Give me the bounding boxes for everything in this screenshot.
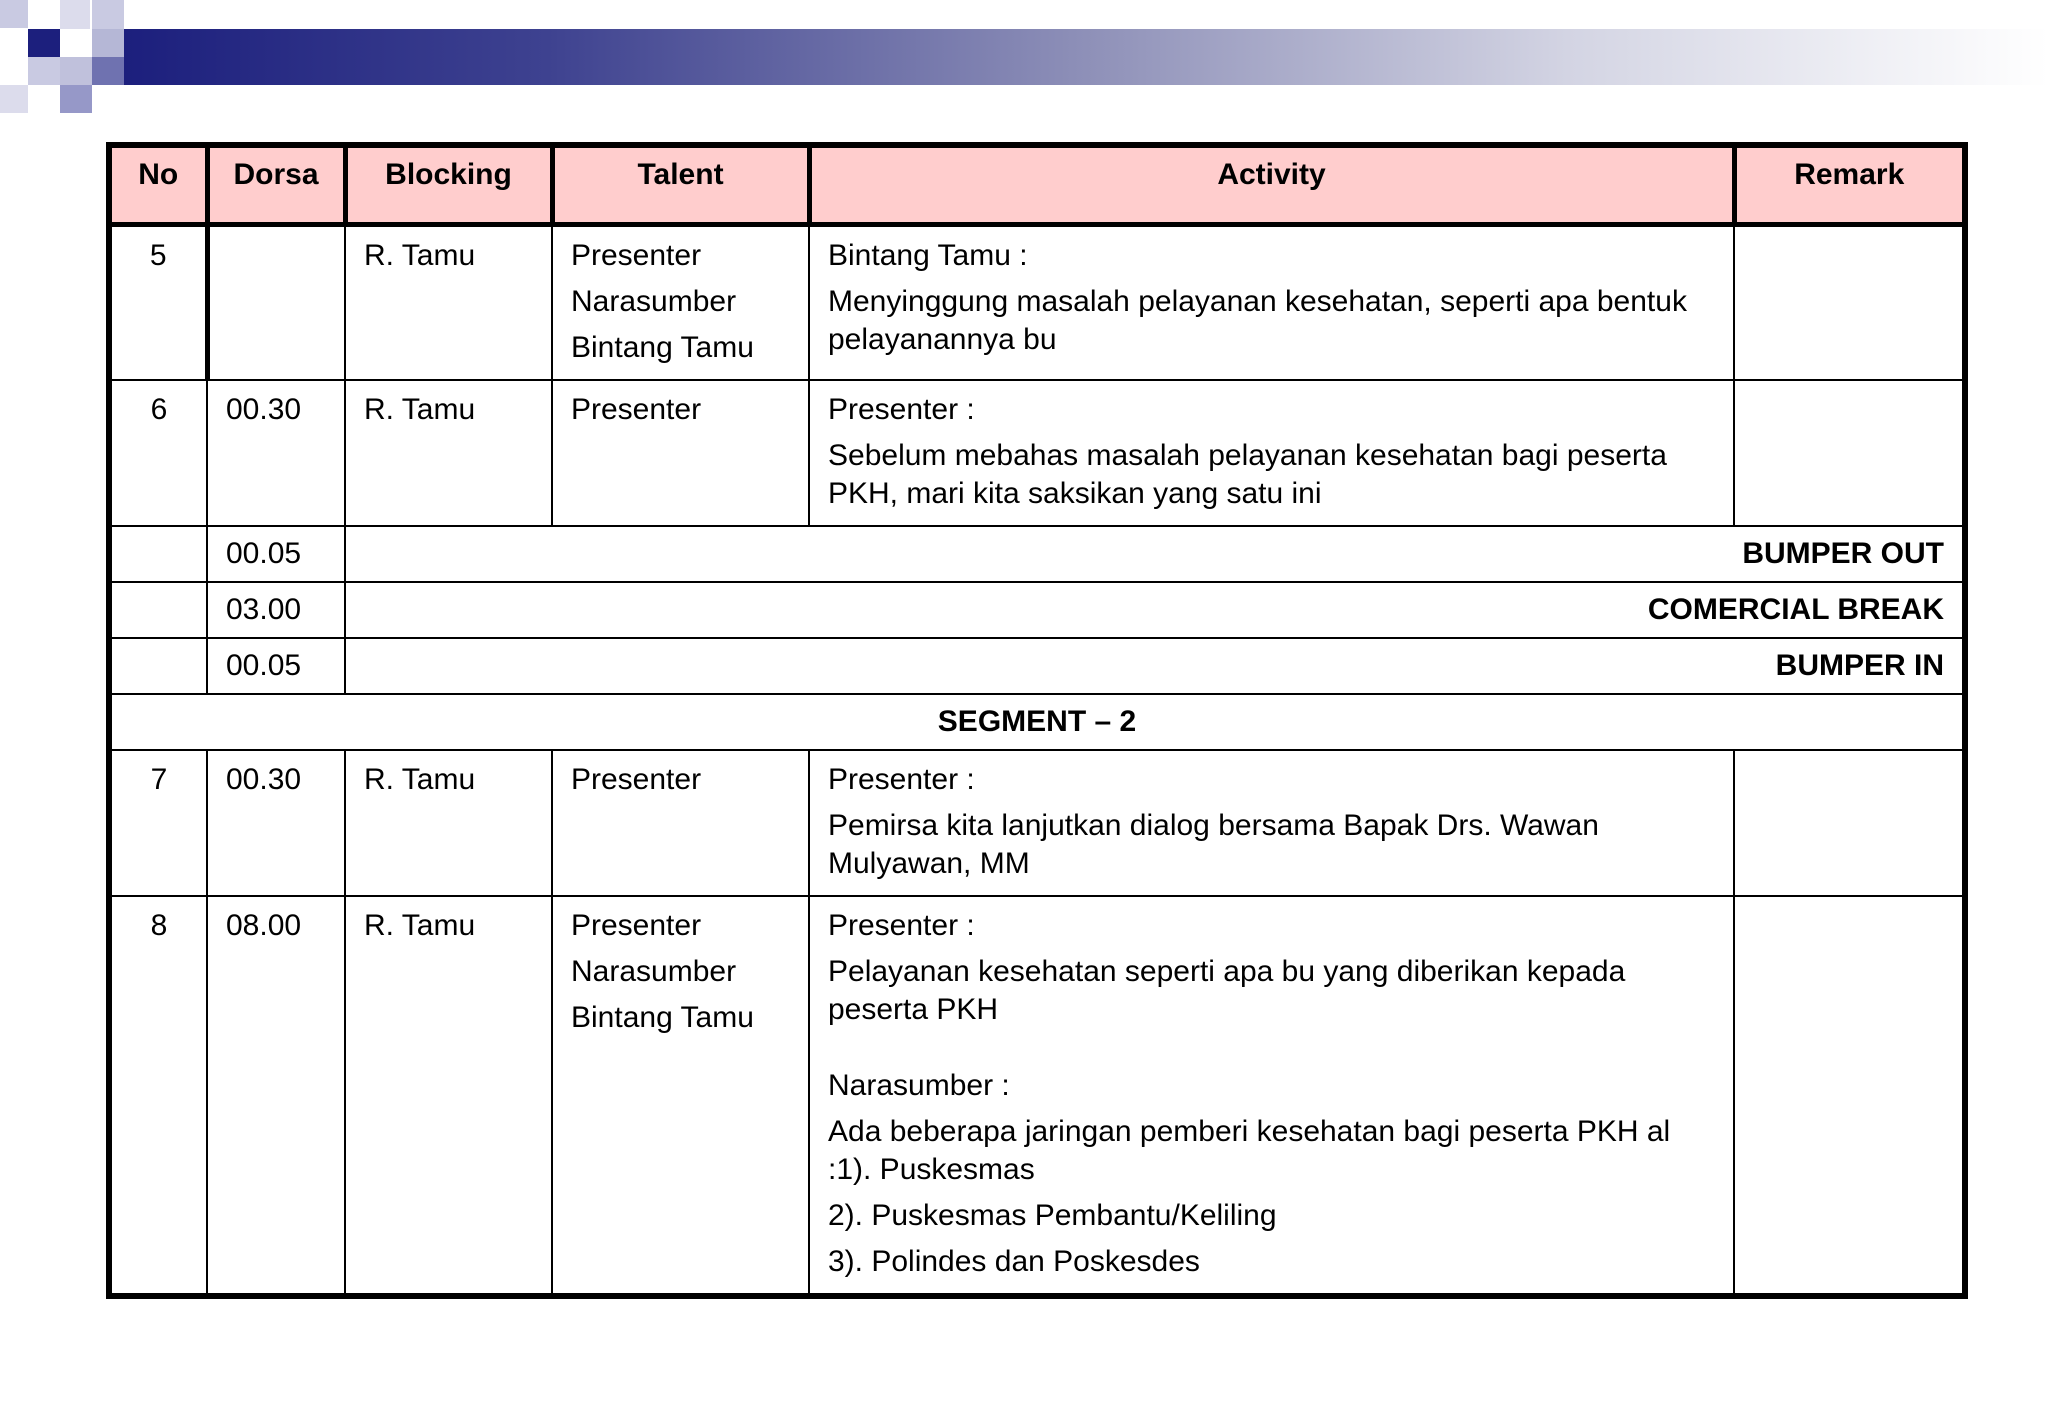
cell-no: 8 (109, 896, 207, 1296)
decor-square-light (28, 57, 60, 85)
cell-remark (1734, 896, 1965, 1296)
cell-no (109, 638, 207, 694)
table-header-row (109, 145, 1965, 225)
segment-row (109, 694, 1965, 750)
activity-speaker: Presenter : (828, 909, 975, 942)
cell-talent (552, 750, 809, 896)
cell-remark (1734, 225, 1965, 381)
talent-item: Presenter (571, 763, 702, 796)
cell-dorsa: 00.05 (207, 526, 345, 582)
cell-activity (809, 750, 1734, 896)
cell-dorsa: 00.30 (207, 380, 345, 526)
talent-item: Narasumber (571, 955, 737, 988)
activity-text: Pemirsa kita lanjutkan dialog bersama Bapak Drs. Wawan Mulyawan, MM (828, 809, 1599, 880)
talent-item: Presenter (571, 393, 702, 426)
decor-square-mid (92, 29, 124, 57)
break-label: COMERCIAL BREAK (345, 582, 1965, 638)
cell-dorsa: 00.05 (207, 638, 345, 694)
cell-dorsa: 08.00 (207, 896, 345, 1296)
cell-blocking: R. Tamu (345, 380, 552, 526)
decor-square-mid (60, 57, 92, 85)
cell-blocking: R. Tamu (345, 896, 552, 1296)
talent-item: Bintang Tamu (571, 1001, 754, 1034)
activity-text: Pelayanan kesehatan seperti apa bu yang diberikan kepada peserta PKH (828, 955, 1626, 1026)
cell-no (109, 526, 207, 582)
break-row (109, 526, 1965, 582)
cell-blocking: R. Tamu (345, 750, 552, 896)
script-table (106, 142, 1968, 1299)
activity-text: Sebelum mebahas masalah pelayanan kesehatan bagi peserta PKH, mari kita saksikan yang satu ini (828, 439, 1667, 510)
table-row (109, 896, 1965, 1296)
cell-no: 6 (109, 380, 207, 526)
activity-speaker: Narasumber : (828, 1069, 1010, 1102)
cell-remark (1734, 380, 1965, 526)
cell-no: 5 (109, 225, 207, 381)
activity-speaker: Presenter : (828, 393, 975, 426)
cell-dorsa: 00.30 (207, 750, 345, 896)
header-activity: Activity (809, 145, 1734, 225)
cell-no: 7 (109, 750, 207, 896)
talent-item: Presenter (571, 909, 702, 942)
break-row (109, 638, 1965, 694)
activity-text: 2). Puskesmas Pembantu/Keliling (828, 1199, 1277, 1232)
header-no: No (109, 145, 207, 225)
decor-square-light (0, 0, 28, 28)
activity-speaker: Presenter : (828, 763, 975, 796)
activity-speaker: Bintang Tamu : (828, 239, 1028, 272)
decor-square-light (92, 0, 124, 29)
header-gradient-bar (124, 29, 2048, 85)
talent-item: Bintang Tamu (571, 331, 754, 364)
cell-activity (809, 225, 1734, 381)
cell-talent (552, 380, 809, 526)
decor-square-dark (60, 85, 92, 113)
segment-label: SEGMENT – 2 (109, 694, 1965, 750)
cell-activity (809, 896, 1734, 1296)
cell-remark (1734, 750, 1965, 896)
table-row (109, 225, 1965, 381)
talent-item: Presenter (571, 239, 702, 272)
header-talent: Talent (552, 145, 809, 225)
table-row (109, 750, 1965, 896)
header-dorsa: Dorsa (207, 145, 345, 225)
cell-blocking: R. Tamu (345, 225, 552, 381)
cell-no (109, 582, 207, 638)
activity-text: Ada beberapa jaringan pemberi kesehatan bagi peserta PKH al :1). Puskesmas (828, 1115, 1671, 1186)
cell-dorsa (207, 225, 345, 381)
decor-square-mid (92, 57, 124, 85)
cell-talent (552, 896, 809, 1296)
break-label: BUMPER IN (345, 638, 1965, 694)
cell-talent (552, 225, 809, 381)
talent-item: Narasumber (571, 285, 737, 318)
break-label: BUMPER OUT (345, 526, 1965, 582)
activity-text: Menyinggung masalah pelayanan kesehatan, seperti apa bentuk pelayanannya bu (828, 285, 1687, 356)
decor-square-dark (28, 29, 60, 57)
header-blocking: Blocking (345, 145, 552, 225)
table-row (109, 380, 1965, 526)
cell-activity (809, 380, 1734, 526)
break-row (109, 582, 1965, 638)
header-remark: Remark (1734, 145, 1965, 225)
activity-text: 3). Polindes dan Poskesdes (828, 1245, 1200, 1278)
decor-square-light (0, 85, 28, 113)
decor-square-light (60, 0, 90, 29)
cell-dorsa: 03.00 (207, 582, 345, 638)
activity-spacer (828, 1037, 1715, 1067)
